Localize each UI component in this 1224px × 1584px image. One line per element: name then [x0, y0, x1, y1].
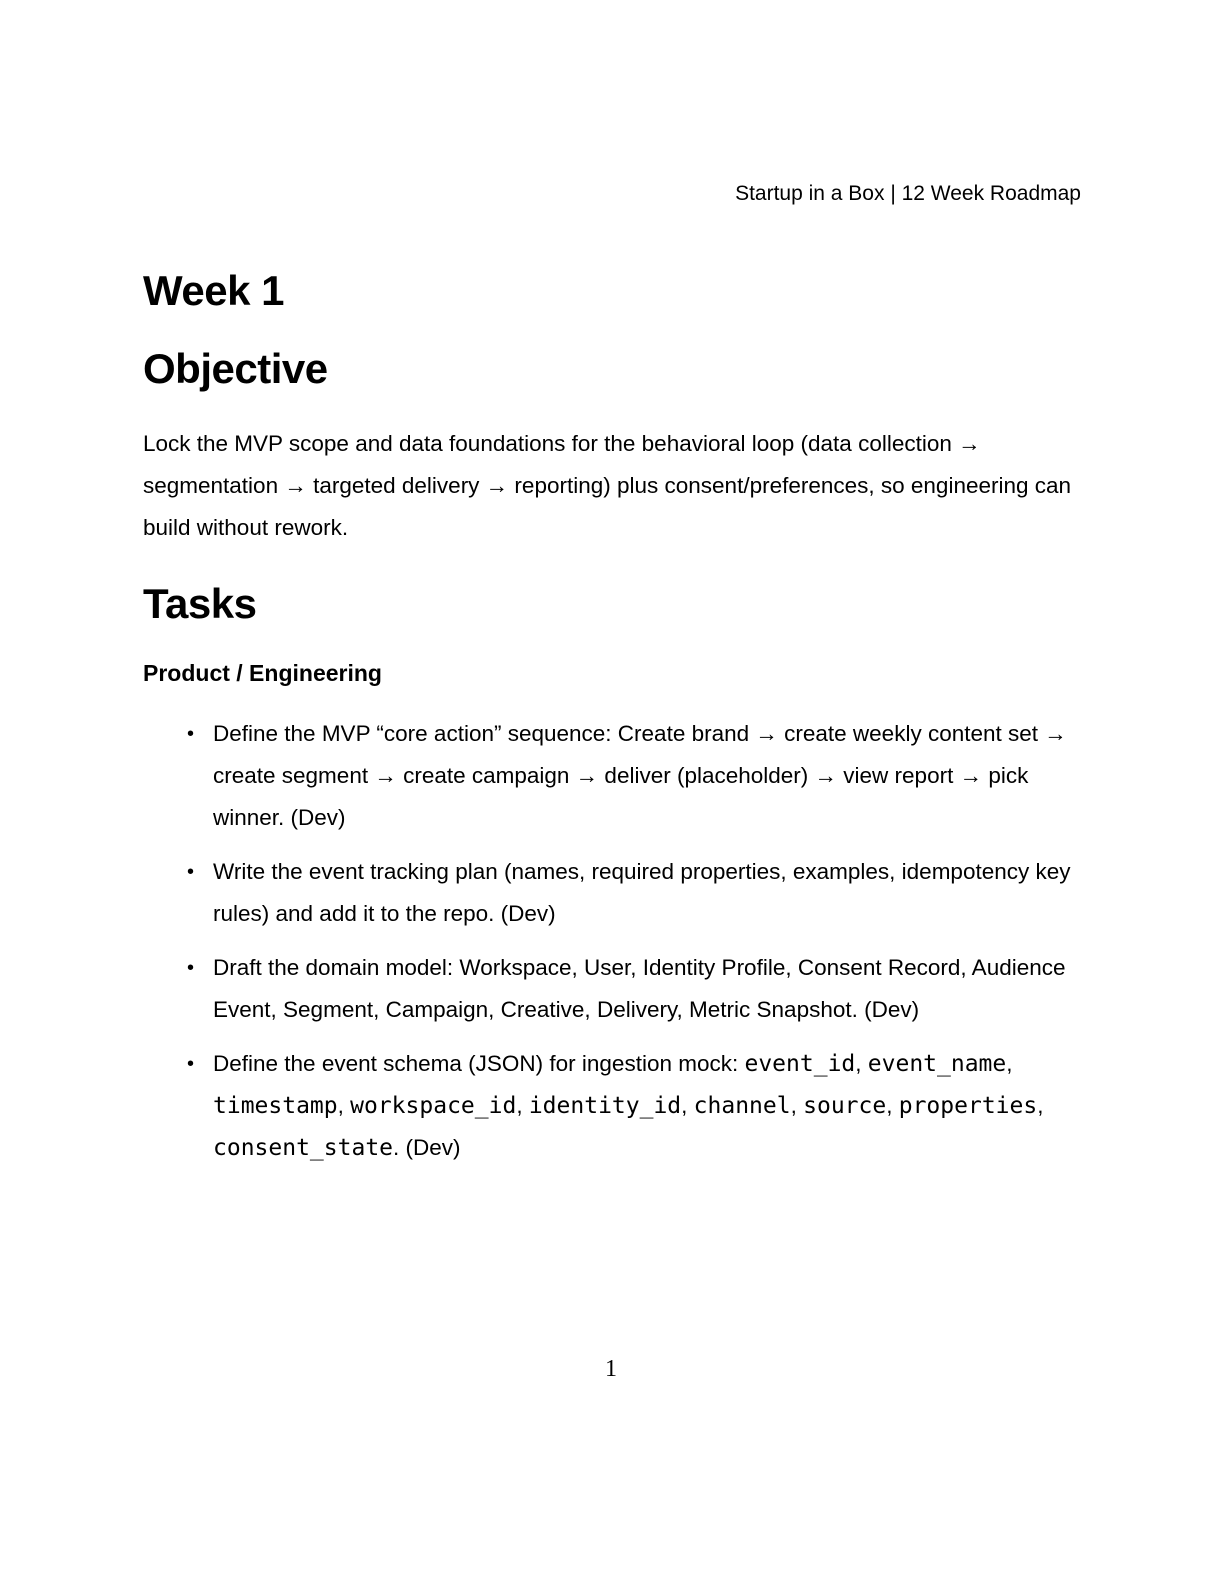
text-span: , — [681, 1092, 694, 1118]
text-span: Write the event tracking plan (names, required properties, examples, idempotency key rules) and add it to the repo. (Dev) — [213, 858, 1071, 926]
task-item — [213, 947, 1081, 1031]
code-span: identity_id — [528, 1092, 682, 1119]
task-item — [213, 713, 1081, 839]
document-header: Startup in a Box | 12 Week Roadmap — [735, 182, 1081, 205]
text-span: , — [1037, 1092, 1044, 1118]
text-span: , — [790, 1092, 804, 1118]
code-span: source — [803, 1092, 887, 1119]
task-item — [213, 851, 1081, 935]
code-span: channel — [693, 1092, 791, 1119]
text-span: , — [516, 1092, 529, 1118]
tasks-subheading: Product / Engineering — [143, 659, 382, 686]
code-span: workspace_id — [350, 1092, 517, 1119]
text-span: , — [337, 1092, 351, 1118]
text-span: . (Dev) — [393, 1134, 461, 1160]
objective-body: Lock the MVP scope and data foundations for the behavioral loop (data collection → segmentation → targeted delivery → reporting) plus consent/preferences, so engineering can build without rework. — [143, 430, 1072, 540]
text-span: , — [1006, 1050, 1013, 1076]
code-span: event_name — [867, 1050, 1007, 1077]
code-span: event_id — [744, 1050, 856, 1077]
week-title: Week 1 — [143, 267, 284, 315]
task-item — [213, 1043, 1081, 1169]
text-span: Define the event schema (JSON) for ingestion mock: — [213, 1050, 745, 1076]
text-span: , — [886, 1092, 899, 1118]
task-list — [143, 713, 1081, 1169]
code-span: timestamp — [213, 1092, 338, 1119]
code-span: consent_state — [213, 1134, 394, 1161]
text-span: Draft the domain model: Workspace, User, Identity Profile, Consent Record, Audience Event, Segment, Campaign, Creative, Delivery, Metric Snapshot. (Dev) — [213, 954, 1066, 1022]
text-span: Define the MVP “core action” sequence: Create brand → create weekly content set → create segment → create campaign → deliver (placeholder) → view report → pick winner. (Dev) — [213, 720, 1067, 830]
page-number: 1 — [605, 1356, 617, 1382]
objective-heading: Objective — [143, 345, 328, 393]
text-span: , — [855, 1050, 868, 1076]
tasks-heading: Tasks — [143, 579, 257, 627]
code-span: properties — [898, 1092, 1038, 1119]
